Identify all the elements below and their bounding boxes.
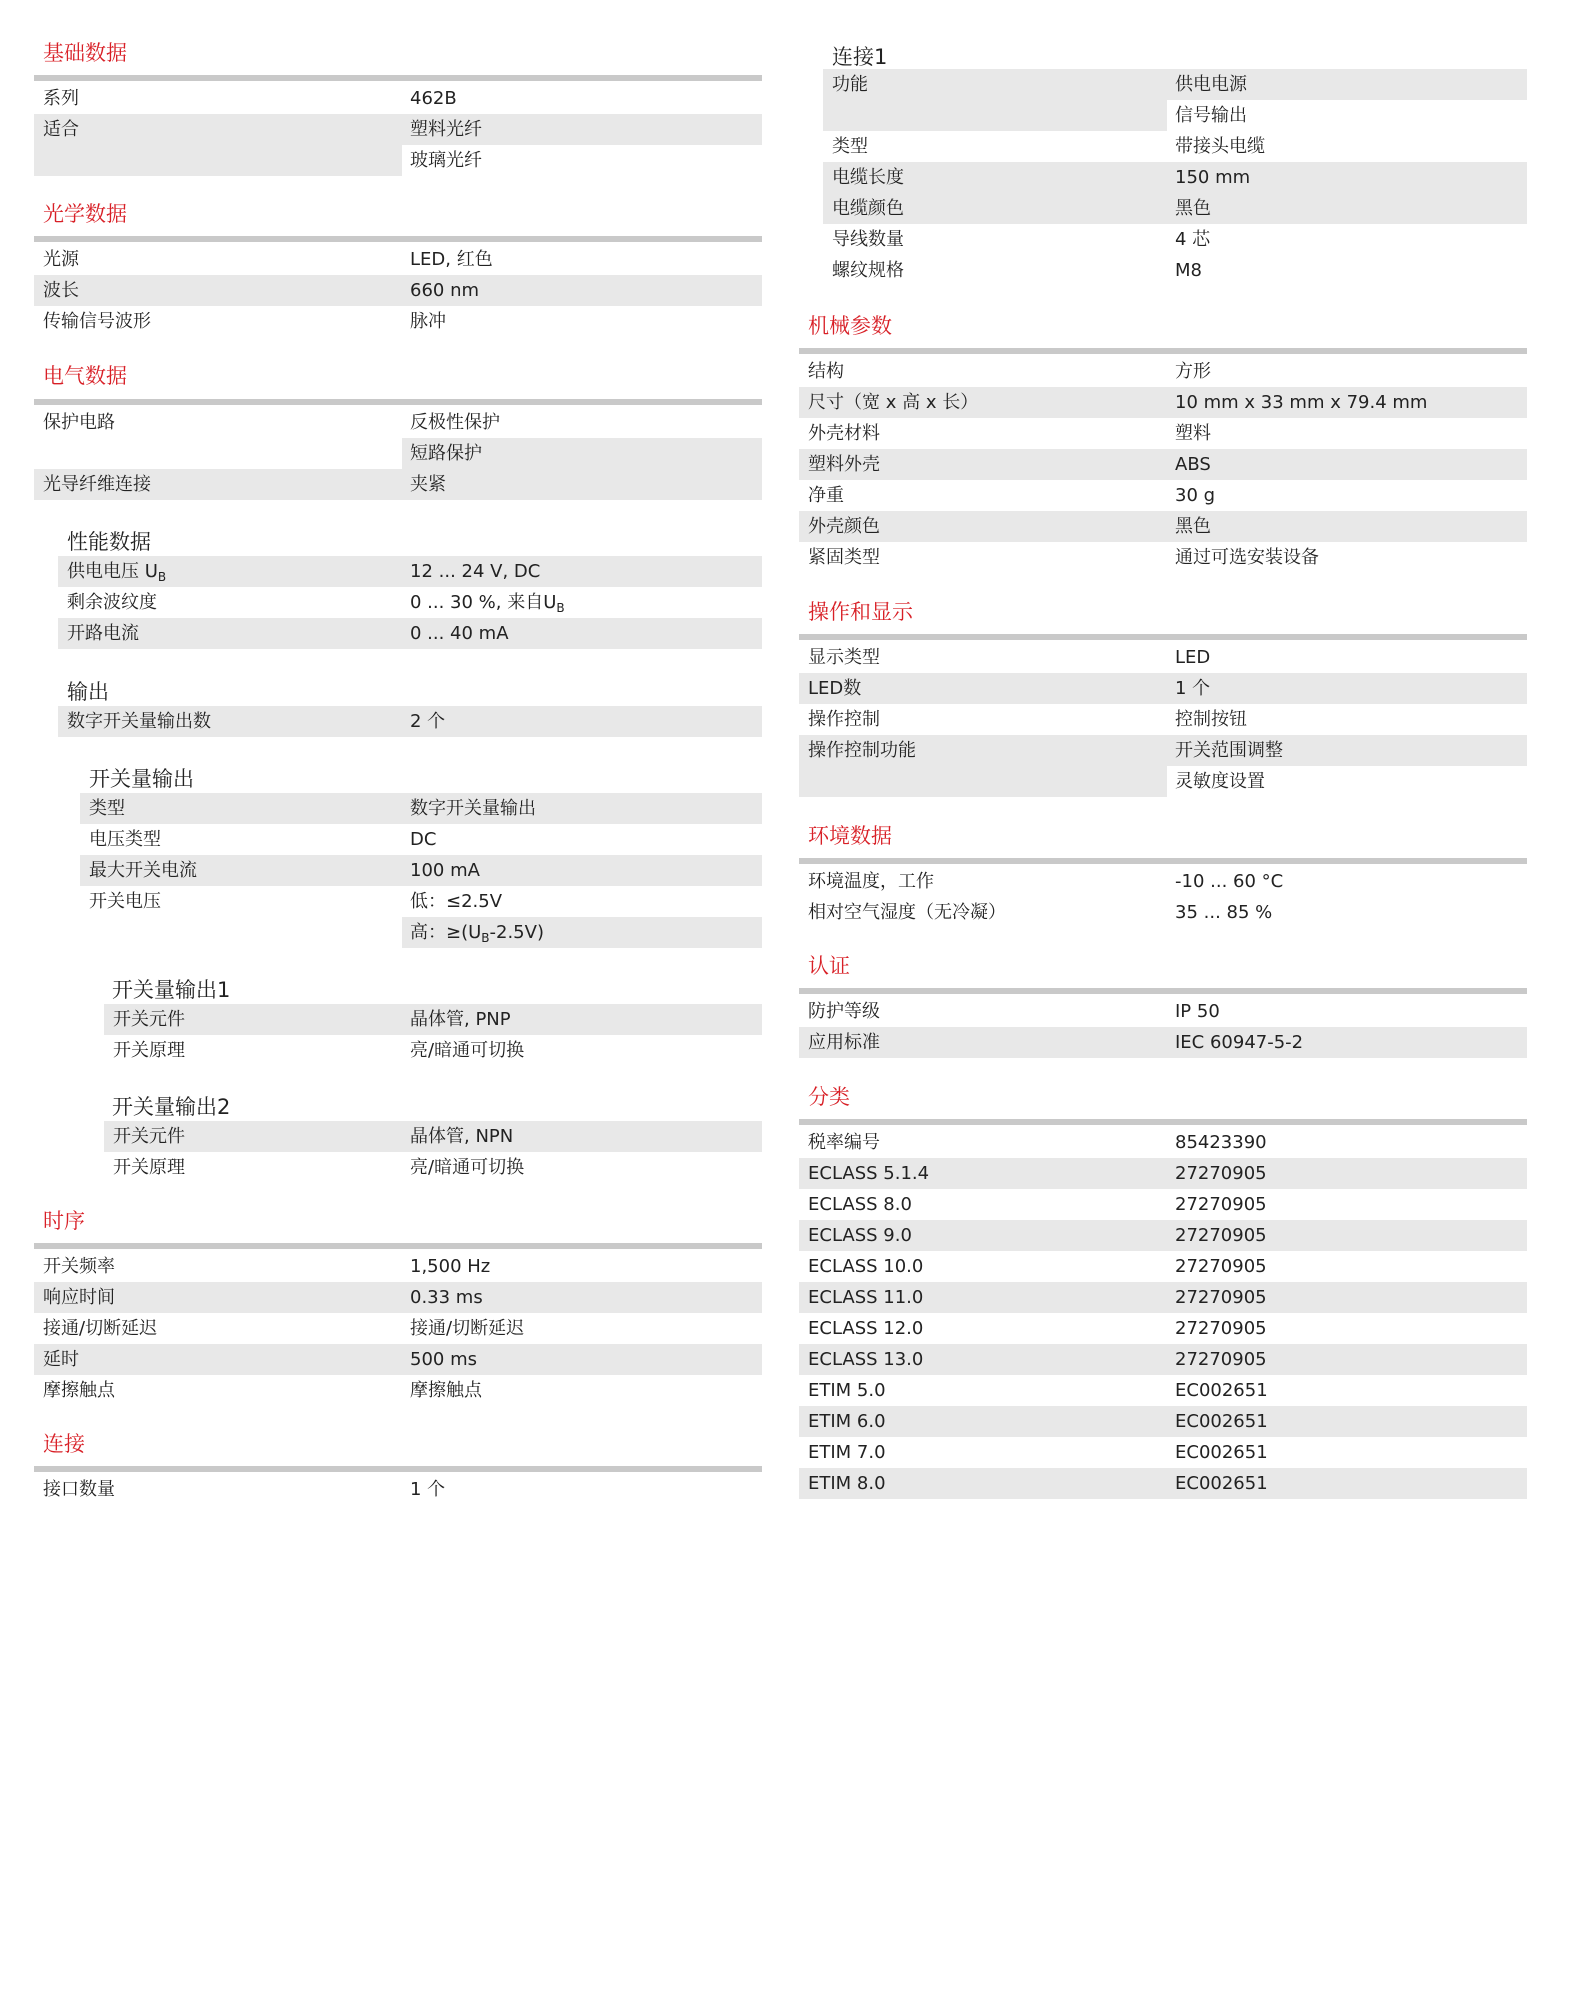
- row-label: 波长: [43, 280, 79, 301]
- row-value: 通过可选安装设备: [1175, 547, 1319, 568]
- table-row: [823, 162, 1527, 193]
- row-label: 类型: [89, 798, 125, 819]
- table-row: [34, 306, 762, 337]
- row-value: 带接头电缆: [1175, 136, 1265, 157]
- row-value-cell: [402, 438, 762, 469]
- row-label: 净重: [808, 485, 844, 506]
- table-row: [34, 469, 762, 500]
- row-value: 信号输出: [1175, 105, 1247, 126]
- row-label: 防护等级: [808, 1001, 880, 1022]
- table-row: [34, 1313, 762, 1344]
- section-title-connection: 连接: [43, 1432, 85, 1456]
- section-title-mechanical: 机械参数: [808, 314, 892, 338]
- table-row: [799, 387, 1527, 418]
- table-row: [80, 824, 762, 855]
- table-row: [799, 1437, 1527, 1468]
- table-row: [799, 1189, 1527, 1220]
- row-value: 开关范围调整: [1175, 740, 1283, 761]
- section-divider: [34, 1243, 762, 1249]
- row-value: 黑色: [1175, 198, 1211, 219]
- row-label: 导线数量: [832, 229, 904, 250]
- table-row: [799, 1251, 1527, 1282]
- table-row: [34, 244, 762, 275]
- section-divider: [34, 399, 762, 405]
- row-value: 500 ms: [410, 1349, 477, 1370]
- table-row: [799, 704, 1527, 735]
- row-label: 延时: [43, 1349, 79, 1370]
- row-value: 100 mA: [410, 860, 480, 881]
- row-value: EC002651: [1175, 1380, 1268, 1401]
- row-value-cell: [402, 145, 762, 176]
- row-value: -10 ... 60 °C: [1175, 871, 1284, 892]
- row-label: 塑料外壳: [808, 454, 880, 475]
- section-title-certification: 认证: [808, 954, 850, 978]
- row-label: LED数: [808, 678, 862, 699]
- row-value: 12 ... 24 V, DC: [410, 561, 541, 582]
- row-value: EC002651: [1175, 1442, 1268, 1463]
- subsection-title-outputs: 输出: [67, 680, 109, 704]
- row-label: 相对空气湿度（无冷凝）: [808, 902, 1006, 923]
- table-row: [58, 587, 762, 618]
- section-title-electrical: 电气数据: [43, 364, 127, 388]
- row-value: [410, 587, 565, 618]
- row-label: ECLASS 12.0: [808, 1318, 924, 1339]
- row-value: [410, 917, 544, 948]
- row-label: ETIM 6.0: [808, 1411, 886, 1432]
- row-value: 27270905: [1175, 1256, 1267, 1277]
- row-value-cell: [1167, 100, 1527, 131]
- section-divider: [799, 858, 1527, 864]
- row-value: 供电电源: [1175, 74, 1247, 95]
- table-row: [799, 1220, 1527, 1251]
- row-label: 税率编号: [808, 1132, 880, 1153]
- row-label: ETIM 8.0: [808, 1473, 886, 1494]
- row-label: 结构: [808, 361, 844, 382]
- table-row: [799, 1282, 1527, 1313]
- row-value: 27270905: [1175, 1163, 1267, 1184]
- table-row: [799, 866, 1527, 897]
- section-title-environment: 环境数据: [808, 824, 892, 848]
- row-label: 传输信号波形: [43, 311, 151, 332]
- row-label: 开关元件: [113, 1126, 185, 1147]
- table-row: [34, 1375, 762, 1406]
- table-row: [34, 1282, 762, 1313]
- row-label: 操作控制: [808, 709, 880, 730]
- row-value: 660 nm: [410, 280, 480, 301]
- row-value: 1 个: [1175, 678, 1211, 699]
- row-value: 方形: [1175, 361, 1211, 382]
- table-row: [799, 1127, 1527, 1158]
- row-value: 27270905: [1175, 1349, 1267, 1370]
- table-row: [104, 1035, 762, 1066]
- row-label: 开关电压: [89, 891, 161, 912]
- row-value: M8: [1175, 260, 1202, 281]
- table-row: [80, 793, 762, 824]
- row-value: 27270905: [1175, 1318, 1267, 1339]
- row-value: 塑料光纤: [410, 119, 482, 140]
- row-value: EC002651: [1175, 1411, 1268, 1432]
- row-label: 环境温度，工作: [808, 871, 934, 892]
- row-value: 控制按钮: [1175, 709, 1247, 730]
- subscript: B: [157, 570, 167, 584]
- subscript: B: [556, 601, 565, 615]
- row-label: 尺寸（宽 x 高 x 长）: [808, 392, 979, 413]
- row-label: 摩擦触点: [43, 1380, 115, 1401]
- row-value: 塑料: [1175, 423, 1211, 444]
- row-value: 0 ... 40 mA: [410, 623, 509, 644]
- table-row: [799, 480, 1527, 511]
- row-value: 4 芯: [1175, 229, 1211, 250]
- row-value: 30 g: [1175, 485, 1216, 506]
- row-label: 电压类型: [89, 829, 161, 850]
- row-value: EC002651: [1175, 1473, 1268, 1494]
- row-label: 紧固类型: [808, 547, 880, 568]
- subsection-title-switching: 开关量输出: [89, 767, 194, 791]
- row-value: 反极性保护: [410, 412, 500, 433]
- row-value: 接通/切断延迟: [410, 1318, 525, 1339]
- table-row: [799, 542, 1527, 573]
- table-row: [799, 996, 1527, 1027]
- row-label: ECLASS 5.1.4: [808, 1163, 930, 1184]
- row-value: 0.33 ms: [410, 1287, 483, 1308]
- section-title-basic: 基础数据: [43, 41, 127, 65]
- section-title-classification: 分类: [808, 1085, 850, 1109]
- table-row: [58, 618, 762, 649]
- row-label: 接通/切断延迟: [43, 1318, 158, 1339]
- row-value: 10 mm x 33 mm x 79.4 mm: [1175, 392, 1428, 413]
- row-value: 灵敏度设置: [1175, 771, 1265, 792]
- row-label: ETIM 7.0: [808, 1442, 886, 1463]
- table-row: [34, 1344, 762, 1375]
- table-row: [799, 356, 1527, 387]
- row-label: 类型: [832, 136, 868, 157]
- table-row: [104, 1152, 762, 1183]
- row-label: 数字开关量输出数: [67, 711, 211, 732]
- row-value-cell: [1167, 735, 1527, 766]
- table-row: [799, 511, 1527, 542]
- row-label: 开关元件: [113, 1009, 185, 1030]
- row-label: 外壳材料: [808, 423, 880, 444]
- section-divider: [799, 988, 1527, 994]
- row-label: 电缆长度: [832, 167, 904, 188]
- table-row: [799, 1027, 1527, 1058]
- section-title-operation: 操作和显示: [808, 600, 913, 624]
- row-value: 2 个: [410, 711, 446, 732]
- row-label: 保护电路: [43, 412, 115, 433]
- row-label: 操作控制功能: [808, 740, 916, 761]
- table-row: [799, 418, 1527, 449]
- row-value: 晶体管, PNP: [410, 1009, 511, 1030]
- row-label: 开关原理: [113, 1157, 185, 1178]
- table-row: [799, 1468, 1527, 1499]
- table-row: [80, 886, 762, 917]
- table-row: [799, 449, 1527, 480]
- row-label: 电缆颜色: [832, 198, 904, 219]
- row-value: IP 50: [1175, 1001, 1220, 1022]
- section-divider: [34, 75, 762, 81]
- table-row: [58, 706, 762, 737]
- row-value: 150 mm: [1175, 167, 1251, 188]
- section-title-optical: 光学数据: [43, 202, 127, 226]
- row-label: ECLASS 13.0: [808, 1349, 924, 1370]
- table-row: [104, 1121, 762, 1152]
- row-label: 功能: [832, 74, 868, 95]
- row-label: 外壳颜色: [808, 516, 880, 537]
- row-value: ABS: [1175, 454, 1211, 475]
- row-value: 夹紧: [410, 474, 446, 495]
- row-label: 接口数量: [43, 1479, 115, 1500]
- row-value-cell: [402, 114, 762, 145]
- section-divider: [799, 634, 1527, 640]
- row-value: 短路保护: [410, 443, 482, 464]
- row-value: 35 ... 85 %: [1175, 902, 1273, 923]
- row-label: 最大开关电流: [89, 860, 197, 881]
- table-row: [34, 83, 762, 114]
- row-value: 亮/暗通可切换: [410, 1157, 525, 1178]
- value-text: 0 ... 30 %, 来自U: [410, 592, 557, 613]
- table-row: [104, 1004, 762, 1035]
- row-label: 适合: [43, 119, 79, 140]
- row-label: [67, 556, 166, 587]
- row-label: 开路电流: [67, 623, 139, 644]
- value-text: 高：≥(U: [410, 922, 482, 943]
- section-divider: [34, 1466, 762, 1472]
- table-row: [823, 193, 1527, 224]
- row-value-cell: [402, 917, 762, 948]
- row-label: 显示类型: [808, 647, 880, 668]
- row-label: 响应时间: [43, 1287, 115, 1308]
- row-value: 黑色: [1175, 516, 1211, 537]
- table-row: [799, 1313, 1527, 1344]
- row-value: DC: [410, 829, 437, 850]
- table-row: [799, 1158, 1527, 1189]
- row-label-cell: [799, 735, 1167, 797]
- row-value: 27270905: [1175, 1225, 1267, 1246]
- table-row: [823, 255, 1527, 286]
- row-label: ECLASS 10.0: [808, 1256, 924, 1277]
- row-value: 低：≤2.5V: [410, 891, 503, 912]
- row-value: 摩擦触点: [410, 1380, 482, 1401]
- table-row: [799, 673, 1527, 704]
- table-row: [34, 275, 762, 306]
- row-label: 光导纤维连接: [43, 474, 151, 495]
- section-divider: [34, 236, 762, 242]
- table-row: [34, 1474, 762, 1505]
- row-value: 27270905: [1175, 1287, 1267, 1308]
- section-title-timing: 时序: [43, 1209, 85, 1233]
- table-row: [799, 1344, 1527, 1375]
- row-label: 光源: [43, 249, 79, 270]
- table-row: [823, 131, 1527, 162]
- table-row: [823, 224, 1527, 255]
- row-label: 剩余波纹度: [67, 592, 157, 613]
- row-label: 螺纹规格: [832, 260, 904, 281]
- row-label: 开关原理: [113, 1040, 185, 1061]
- table-row: [799, 642, 1527, 673]
- row-label: 应用标准: [808, 1032, 880, 1053]
- row-value: 亮/暗通可切换: [410, 1040, 525, 1061]
- row-value: 1 个: [410, 1479, 446, 1500]
- subsection-title-performance: 性能数据: [67, 530, 151, 554]
- row-value-cell: [1167, 69, 1527, 100]
- row-value: 数字开关量输出: [410, 798, 536, 819]
- subscript: B: [481, 931, 490, 945]
- row-label: 系列: [43, 88, 79, 109]
- row-value: 1,500 Hz: [410, 1256, 491, 1277]
- row-value: 晶体管, NPN: [410, 1126, 514, 1147]
- subsection-title-output1: 开关量输出1: [112, 978, 231, 1002]
- subsection-title-conn1: 连接1: [832, 45, 888, 69]
- row-value: 脉冲: [410, 311, 446, 332]
- table-row: [34, 407, 762, 438]
- table-row: [799, 897, 1527, 928]
- table-row: [34, 1251, 762, 1282]
- label-text: 供电电压 U: [67, 561, 158, 582]
- row-label: ECLASS 9.0: [808, 1225, 912, 1246]
- row-label: 开关频率: [43, 1256, 115, 1277]
- table-row: [799, 1406, 1527, 1437]
- row-value: 462B: [410, 88, 457, 109]
- row-label-cell: [823, 69, 1167, 131]
- row-value: 玻璃光纤: [410, 150, 482, 171]
- row-value: LED, 红色: [410, 249, 493, 270]
- row-label: ECLASS 8.0: [808, 1194, 912, 1215]
- table-row: [80, 855, 762, 886]
- table-row: [58, 556, 762, 587]
- row-label-cell: [34, 114, 402, 176]
- value-text: -2.5V): [489, 922, 544, 943]
- table-row: [799, 1375, 1527, 1406]
- subsection-title-output2: 开关量输出2: [112, 1095, 231, 1119]
- row-value: LED: [1175, 647, 1211, 668]
- row-label: ETIM 5.0: [808, 1380, 886, 1401]
- row-value: 85423390: [1175, 1132, 1267, 1153]
- row-value: 27270905: [1175, 1194, 1267, 1215]
- row-value: IEC 60947-5-2: [1175, 1032, 1304, 1053]
- row-label: ECLASS 11.0: [808, 1287, 924, 1308]
- section-divider: [799, 348, 1527, 354]
- row-value-cell: [1167, 766, 1527, 797]
- section-divider: [799, 1119, 1527, 1125]
